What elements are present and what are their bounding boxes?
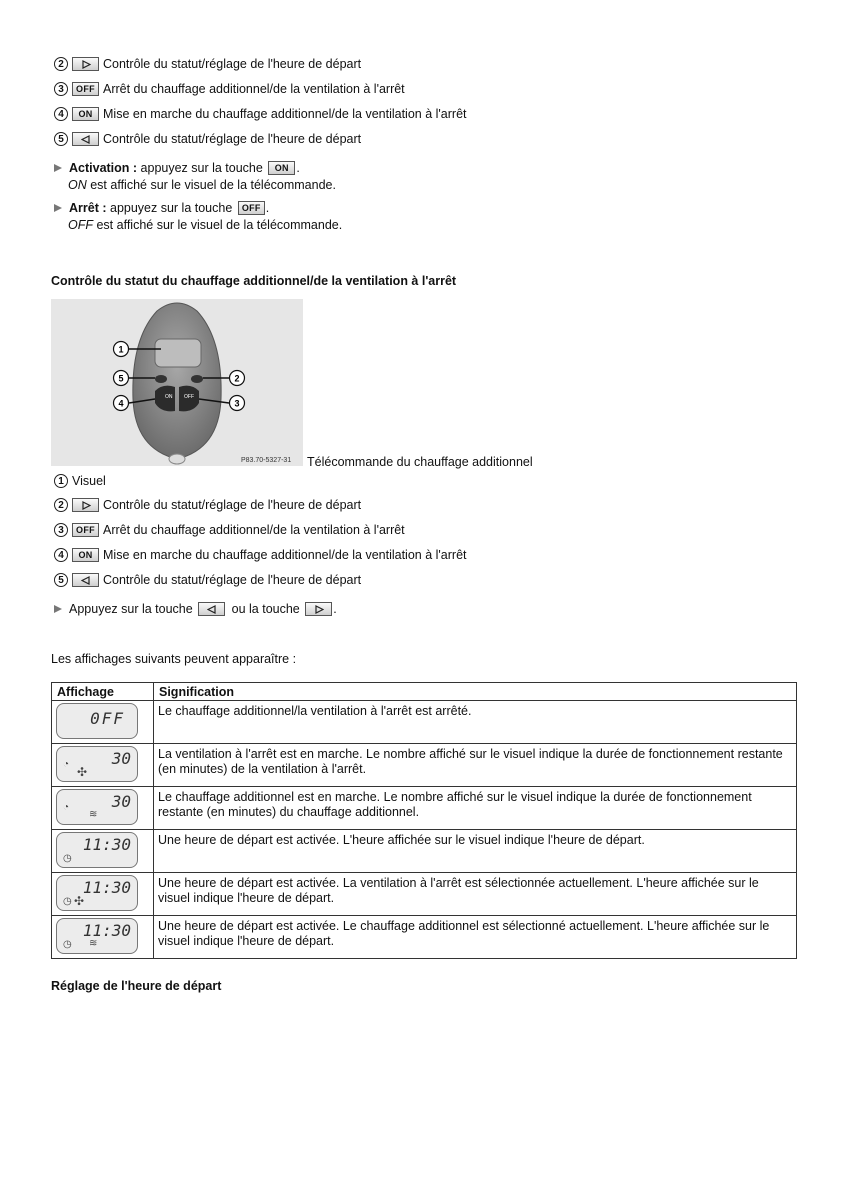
callout-number: 4 bbox=[54, 548, 68, 562]
legend-item bbox=[54, 498, 361, 512]
off-state-text: OFF bbox=[68, 218, 93, 232]
legend-text: Contrôle du statut/réglage de l'heure de départ bbox=[103, 573, 362, 587]
off-button-label: OFF bbox=[184, 394, 194, 400]
callout-number: 3 bbox=[54, 82, 68, 96]
lcd-display bbox=[56, 789, 138, 825]
period: . bbox=[265, 201, 270, 215]
timer-icon: ◷ bbox=[63, 896, 72, 907]
appuyez-instruction bbox=[54, 602, 337, 616]
callout-label: 1 bbox=[118, 344, 124, 355]
fan-icon: ✣ bbox=[77, 765, 88, 779]
list-item bbox=[54, 57, 361, 71]
on-key-icon: ON bbox=[72, 107, 99, 121]
left-arrow-key-icon bbox=[72, 132, 99, 146]
list-item-text: Arrêt du chauffage additionnel/de la ventilation à l'arrêt bbox=[103, 82, 405, 96]
bullet-arrow-icon bbox=[54, 605, 62, 613]
left-arrow-key-icon bbox=[72, 573, 99, 587]
period: . bbox=[333, 602, 337, 616]
legend-item bbox=[54, 548, 467, 562]
legend-item bbox=[54, 523, 405, 537]
callout-number: 5 bbox=[54, 132, 68, 146]
table-cell: La ventilation à l'arrêt est en marche. Le nombre affiché sur le visuel indique la durée de fonctionnement restante (en minutes) de la ventilation à l'arrêt. bbox=[154, 744, 797, 787]
callout-number: 4 bbox=[54, 107, 68, 121]
legend-item bbox=[54, 573, 361, 587]
lcd-display bbox=[56, 875, 138, 911]
off-key-icon: OFF bbox=[72, 523, 99, 537]
on-button-label: ON bbox=[165, 394, 173, 400]
arret-result: est affiché sur le visuel de la télécommande. bbox=[93, 218, 343, 232]
section-heading: Contrôle du statut du chauffage additionnel/de la ventilation à l'arrêt bbox=[51, 274, 457, 288]
table-row bbox=[52, 830, 797, 873]
activation-text: appuyez sur la touche bbox=[137, 161, 267, 175]
lcd-value: 0FF bbox=[90, 709, 125, 728]
column-header: Signification bbox=[154, 683, 797, 701]
section-heading: Réglage de l'heure de départ bbox=[51, 979, 222, 993]
on-key-icon: ON bbox=[268, 161, 295, 175]
list-item-text: Mise en marche du chauffage additionnel/de la ventilation à l'arrêt bbox=[103, 107, 467, 121]
lcd-display bbox=[56, 918, 138, 954]
callout-number: 1 bbox=[54, 474, 68, 488]
table-row bbox=[52, 916, 797, 959]
lcd-value: 30 bbox=[111, 749, 131, 768]
callout-number: 2 bbox=[54, 498, 68, 512]
period: . bbox=[296, 161, 300, 175]
lcd-value: 11:30 bbox=[82, 878, 131, 897]
display-table bbox=[51, 682, 797, 959]
heater-icon: ≋ bbox=[89, 938, 98, 949]
on-key-icon: ON bbox=[72, 548, 99, 562]
arret-text: appuyez sur la touche bbox=[106, 201, 236, 215]
lcd-value: 11:30 bbox=[82, 835, 131, 854]
legend-text: Contrôle du statut/réglage de l'heure de départ bbox=[103, 498, 362, 512]
arret-label: Arrêt : bbox=[69, 201, 107, 215]
activation-result: est affiché sur le visuel de la télécommande. bbox=[86, 178, 336, 192]
table-intro: Les affichages suivants peuvent apparaître : bbox=[51, 652, 297, 666]
timer-icon: ◷ bbox=[63, 853, 72, 864]
timer-icon: ◷ bbox=[63, 939, 72, 950]
list-item bbox=[54, 82, 405, 96]
remote-control-figure bbox=[51, 299, 303, 466]
callout-number: 3 bbox=[54, 523, 68, 537]
table-cell: Une heure de départ est activée. La ventilation à l'arrêt est sélectionnée actuellement. L'heure affichée sur le visuel indique l'heure de départ. bbox=[154, 873, 797, 916]
table-cell: Le chauffage additionnel est en marche. Le nombre affiché sur le visuel indique la durée de fonctionnement restante (en minutes) du chauffage additionnel. bbox=[154, 787, 797, 830]
table-row bbox=[52, 701, 797, 744]
legend-item bbox=[54, 474, 106, 488]
callout-number: 2 bbox=[54, 57, 68, 71]
right-arrow-key-icon bbox=[72, 57, 99, 71]
remote-control-illustration bbox=[51, 299, 303, 466]
callout-number: 5 bbox=[54, 573, 68, 587]
legend-text: Arrêt du chauffage additionnel/de la ventilation à l'arrêt bbox=[103, 523, 405, 537]
bullet-arrow-icon bbox=[54, 204, 62, 212]
lcd-display bbox=[56, 746, 138, 782]
table-row bbox=[52, 787, 797, 830]
lcd-display bbox=[56, 703, 138, 739]
lcd-value: 11:30 bbox=[82, 921, 131, 940]
bullet-arrow-icon bbox=[54, 164, 62, 172]
left-arrow-key-icon bbox=[198, 602, 225, 616]
figure-code: P83.70-5327-31 bbox=[241, 457, 292, 464]
table-row bbox=[52, 744, 797, 787]
figure-caption: Télécommande du chauffage additionnel bbox=[307, 455, 533, 469]
on-state-text: ON bbox=[68, 178, 87, 192]
off-key-icon: OFF bbox=[238, 201, 265, 215]
table-cell: Le chauffage additionnel/la ventilation à l'arrêt est arrêté. bbox=[154, 701, 797, 744]
arret-instruction bbox=[54, 201, 342, 232]
clock-icon: ◔ bbox=[63, 759, 70, 770]
callout-label: 4 bbox=[118, 398, 124, 409]
appuyez-text: ou la touche bbox=[228, 602, 304, 616]
list-item-text: Contrôle du statut/réglage de l'heure de départ bbox=[103, 57, 362, 71]
clock-icon: ◔ bbox=[63, 802, 70, 813]
column-header: Affichage bbox=[52, 683, 154, 701]
right-arrow-key-icon bbox=[305, 602, 332, 616]
table-cell: Une heure de départ est activée. Le chauffage additionnel est sélectionné actuellement. L'heure affichée sur le visuel indique l'heure de départ. bbox=[154, 916, 797, 959]
callout-label: 3 bbox=[234, 398, 240, 409]
list-item bbox=[54, 107, 467, 121]
right-arrow-key-icon bbox=[72, 498, 99, 512]
lcd-display bbox=[56, 832, 138, 868]
table-cell: Une heure de départ est activée. L'heure affichée sur le visuel indique l'heure de départ. bbox=[154, 830, 797, 873]
list-item bbox=[54, 132, 361, 146]
appuyez-text: Appuyez sur la touche bbox=[69, 602, 197, 616]
lcd-value: 30 bbox=[111, 792, 131, 811]
legend-text: Visuel bbox=[72, 474, 106, 488]
list-item-text: Contrôle du statut/réglage de l'heure de départ bbox=[103, 132, 362, 146]
off-key-icon: OFF bbox=[72, 82, 99, 96]
fan-icon: ✣ bbox=[74, 894, 85, 908]
activation-label: Activation : bbox=[69, 161, 138, 175]
table-header-row bbox=[52, 683, 797, 701]
table-row bbox=[52, 873, 797, 916]
callout-label: 2 bbox=[234, 373, 240, 384]
activation-instruction bbox=[54, 161, 336, 192]
legend-text: Mise en marche du chauffage additionnel/de la ventilation à l'arrêt bbox=[103, 548, 467, 562]
heater-icon: ≋ bbox=[89, 809, 98, 820]
callout-label: 5 bbox=[118, 373, 124, 384]
